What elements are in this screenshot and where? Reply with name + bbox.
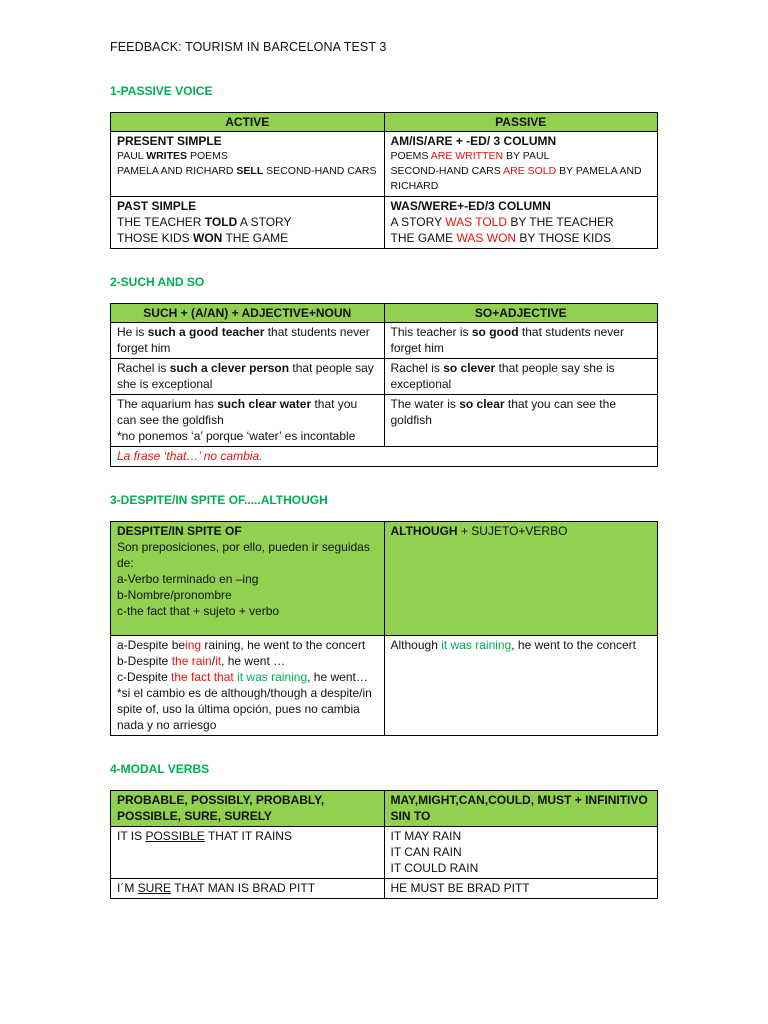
section-title-passive-voice: 1-PASSIVE VOICE xyxy=(110,84,213,98)
text-run: + SUJETO+VERBO xyxy=(457,524,568,538)
text-run: b-Nombre/pronombre xyxy=(117,588,232,602)
text-run: that you can see the goldfish xyxy=(390,397,616,427)
text-run: that students never forget him xyxy=(117,325,370,355)
cell-line xyxy=(117,214,378,230)
text-run: WAS/WERE+-ED/3 COLUMN xyxy=(390,199,551,213)
cell-line xyxy=(391,844,652,860)
table-row xyxy=(111,395,658,447)
table-header-row xyxy=(111,113,658,132)
cell-line xyxy=(117,653,378,669)
column-header-such: SUCH + (A/AN) + ADJECTIVE+NOUN xyxy=(111,304,385,323)
cell-line xyxy=(391,360,652,392)
text-run: such clear water xyxy=(217,397,312,411)
text-run: the fact that xyxy=(171,670,234,684)
text-run: Rachel is xyxy=(117,361,170,375)
text-run: Although xyxy=(390,638,442,652)
column-header-so: SO+ADJECTIVE xyxy=(384,304,658,323)
text-run: POEMS xyxy=(390,150,431,162)
text-run: ARE WRITTEN xyxy=(430,150,504,162)
text-run: WAS WON xyxy=(456,231,517,245)
document-title: FEEDBACK: TOURISM IN BARCELONA TEST 3 xyxy=(110,40,387,54)
table-note-row xyxy=(111,447,658,467)
text-run: PAUL xyxy=(117,150,147,162)
table-header-row xyxy=(111,791,658,827)
text-run: , he went to the concert xyxy=(511,638,636,652)
table-cell xyxy=(111,197,385,249)
table-cell xyxy=(384,197,658,249)
text-run: PAMELA AND RICHARD xyxy=(117,165,237,177)
table-cell xyxy=(384,359,658,395)
text-run: a-Despite be xyxy=(117,638,186,652)
text-run: He is xyxy=(117,325,148,339)
text-run: Son preposiciones, por ello, pueden ir seguidas de: xyxy=(117,540,370,570)
text-run: *si el cambio es de although/though a despite/in spite of, uso la última opción, pues no cambia nada y no arriesgo xyxy=(117,686,372,732)
text-run: THE TEACHER xyxy=(117,215,205,229)
text-run: HE MUST BE BRAD PITT xyxy=(390,881,530,895)
text-run: *no ponemos ‘a’ porque ‘water’ es incontable xyxy=(117,429,356,443)
text-run: that students never forget him xyxy=(390,325,624,355)
text-run: Rachel is xyxy=(390,361,444,375)
cell-line xyxy=(117,164,378,179)
text-run: IT MAY RAIN xyxy=(390,829,462,843)
cell-line xyxy=(391,230,652,246)
text-run: that people say she is exceptional xyxy=(117,361,374,391)
table-row xyxy=(111,359,658,395)
cell-line xyxy=(117,587,378,603)
table-cell xyxy=(384,827,658,879)
text-run: ALTHOUGH xyxy=(390,524,458,538)
table-cell xyxy=(384,636,658,736)
table-cell xyxy=(384,395,658,447)
cell-line xyxy=(117,360,378,392)
cell-line xyxy=(117,523,378,539)
table-row xyxy=(111,197,658,249)
text-run: The aquarium has xyxy=(117,397,218,411)
text-run: SELL xyxy=(236,165,264,177)
text-run: SURE xyxy=(137,881,172,895)
table-row xyxy=(111,636,658,736)
cell-line xyxy=(117,428,378,444)
text-run: so clever xyxy=(443,361,496,375)
text-run: BY PAMELA AND RICHARD xyxy=(390,165,642,192)
text-run: THOSE KIDS xyxy=(117,231,194,245)
column-header-active: ACTIVE xyxy=(111,113,385,132)
text-run: IT IS xyxy=(117,829,146,843)
text-run: The water is xyxy=(390,397,460,411)
table-cell xyxy=(111,636,385,736)
cell-line xyxy=(391,149,652,164)
cell-line xyxy=(391,214,652,230)
table-header-row xyxy=(111,522,658,636)
text-run: BY THOSE KIDS xyxy=(516,231,611,245)
cell-line xyxy=(117,669,378,685)
table-cell xyxy=(384,323,658,359)
cell-line xyxy=(391,637,652,653)
section-title-despite-although: 3-DESPITE/IN SPITE OF.....ALTHOUGH xyxy=(110,493,328,507)
text-run: c-the fact that + sujeto + verbo xyxy=(117,604,280,618)
cell-line xyxy=(391,523,652,539)
table-cell xyxy=(111,323,385,359)
cell-line xyxy=(391,860,652,876)
cell-line xyxy=(117,828,378,844)
text-run: IT COULD RAIN xyxy=(390,861,479,875)
table-cell xyxy=(111,522,385,636)
table-cell xyxy=(111,879,385,899)
text-run: TOLD xyxy=(204,215,238,229)
cell-line xyxy=(391,324,652,356)
text-run: A STORY xyxy=(390,215,446,229)
text-run: I´M xyxy=(117,881,138,895)
text-run: b-Despite xyxy=(117,654,172,668)
section-title-modal-verbs: 4-MODAL VERBS xyxy=(110,762,210,776)
cell-line xyxy=(391,198,652,214)
cell-line xyxy=(117,149,378,164)
text-run: PRESENT SIMPLE xyxy=(117,134,222,148)
column-header-modals: MAY,MIGHT,CAN,COULD, MUST + INFINITIVO SIN TO xyxy=(384,791,658,827)
text-run: SECOND-HAND CARS xyxy=(390,165,504,177)
table-row xyxy=(111,323,658,359)
text-run: WRITES xyxy=(146,150,188,162)
cell-line xyxy=(117,571,378,587)
such-and-so-table xyxy=(110,303,658,467)
cell-line xyxy=(391,880,652,896)
text-run: BY THE TEACHER xyxy=(507,215,614,229)
table-row xyxy=(111,827,658,879)
cell-line xyxy=(117,603,378,619)
table-cell xyxy=(111,359,385,395)
text-run: La frase ‘that…’ no cambia. xyxy=(117,449,263,463)
cell-line xyxy=(117,539,378,571)
table-cell xyxy=(384,879,658,899)
text-run: A STORY xyxy=(237,215,292,229)
table-cell xyxy=(384,132,658,197)
table-cell xyxy=(111,395,385,447)
cell-line xyxy=(391,164,652,194)
cell-line xyxy=(391,828,652,844)
text-run: it was raining xyxy=(237,670,308,684)
text-run: PAST SIMPLE xyxy=(117,199,197,213)
text-run: such a good teacher xyxy=(147,325,265,339)
modal-verbs-table xyxy=(110,790,658,899)
text-run: This teacher is xyxy=(390,325,472,339)
text-run: BY PAUL xyxy=(503,150,550,162)
text-run: the rain xyxy=(171,654,212,668)
cell-line xyxy=(391,396,652,428)
text-run: a-Verbo terminado en –ing xyxy=(117,572,259,586)
cell-line xyxy=(117,230,378,246)
cell-line xyxy=(117,324,378,356)
cell-line xyxy=(117,685,378,733)
text-run: ing xyxy=(185,638,202,652)
text-run: c-Despite xyxy=(117,670,172,684)
text-run: THE GAME xyxy=(222,231,289,245)
cell-line xyxy=(117,133,378,149)
text-run: ARE SOLD xyxy=(503,165,557,177)
cell-line xyxy=(117,637,378,653)
note-cell xyxy=(111,447,658,467)
text-run: THE GAME xyxy=(390,231,457,245)
column-header-adjectives: PROBABLE, POSSIBLY, PROBABLY, POSSIBLE, SURE, SURELY xyxy=(111,791,385,827)
text-run: THAT IT RAINS xyxy=(204,829,292,843)
cell-line xyxy=(117,880,378,896)
text-run: it was raining xyxy=(441,638,512,652)
text-run: that people say she is exceptional xyxy=(390,361,615,391)
text-run: POSSIBLE xyxy=(145,829,205,843)
table-row xyxy=(111,879,658,899)
despite-although-table xyxy=(110,521,658,736)
passive-voice-table xyxy=(110,112,658,249)
text-run: so clear xyxy=(459,397,505,411)
text-run: IT CAN RAIN xyxy=(390,845,462,859)
table-cell xyxy=(111,132,385,197)
text-run: it xyxy=(215,654,222,668)
cell-line xyxy=(117,198,378,214)
text-run: WON xyxy=(193,231,223,245)
cell-line xyxy=(117,396,378,428)
text-run: , he went … xyxy=(221,654,286,668)
section-title-such-and-so: 2-SUCH AND SO xyxy=(110,275,205,289)
text-run: / xyxy=(211,654,216,668)
cell-line xyxy=(391,133,652,149)
text-run: , he went… xyxy=(307,670,368,684)
text-run: SECOND-HAND CARS xyxy=(263,165,377,177)
text-run: that you can see the goldfish xyxy=(117,397,358,427)
text-run: WAS TOLD xyxy=(445,215,507,229)
text-run: raining, he went to the concert xyxy=(201,638,366,652)
table-cell xyxy=(384,522,658,636)
table-cell xyxy=(111,827,385,879)
text-run: DESPITE/IN SPITE OF xyxy=(117,524,242,538)
column-header-passive: PASSIVE xyxy=(384,113,658,132)
text-run: AM/IS/ARE + -ED/ 3 COLUMN xyxy=(390,134,557,148)
table-header-row xyxy=(111,304,658,323)
text-run: THAT MAN IS BRAD PITT xyxy=(171,881,316,895)
text-run: such a clever person xyxy=(169,361,290,375)
document-page xyxy=(110,40,658,925)
text-run: so good xyxy=(471,325,519,339)
table-row xyxy=(111,132,658,197)
text-run: POEMS xyxy=(187,150,228,162)
